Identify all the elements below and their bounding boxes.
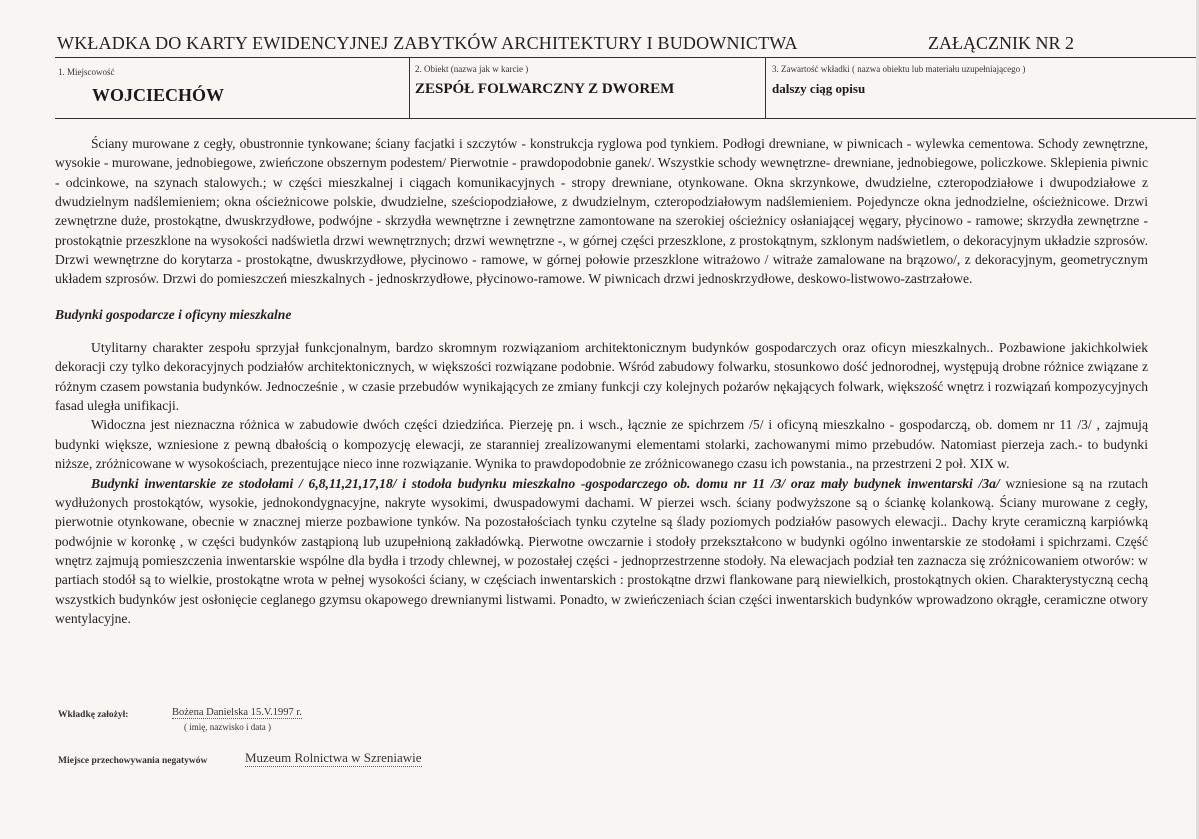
document-body: [55, 134, 1148, 628]
content-value: dalszy ciąg opisu: [772, 81, 866, 96]
header-rule-bottom: [55, 118, 1196, 119]
section-heading: Budynki gospodarcze i oficyny mieszkalne: [55, 306, 292, 322]
storage-label: Miejsce przechowywania negatywów: [58, 756, 208, 766]
author-value: Bożena Danielska 15.V.1997 r.: [172, 707, 302, 718]
storage-value: Muzeum Rolnictwa w Szreniawie: [245, 750, 422, 765]
content-label: 3. Zawartość wkładki ( nazwa obiektu lub materiału uzupełniającego ): [772, 64, 1026, 74]
form-title: WKŁADKA DO KARTY EWIDENCYJNEJ ZABYTKÓW ARCHITEKTURY I BUDOWNICTWA: [57, 33, 798, 53]
header-rule-top: [55, 57, 1196, 58]
paragraph-livestock: [55, 474, 1148, 629]
object-label: 2. Obiekt (nazwa jak w karcie ): [415, 64, 529, 74]
annex-number: ZAŁĄCZNIK NR 2: [928, 33, 1074, 53]
paragraph-utility: Utylitarny charakter zespołu sprzyjał funkcjonalnym, bardzo skromnym rozwiązaniom architektonicznym budynków gospodarczych oraz oficyn mieszkalnych.. Pozbawione jakichkolwiek dekoracji czy tylko dekoracyjnych podziałów architektonicznych, w większości rozwiązane podobnie. Wśród zabudowy folwarku, stosunkowo dość jednorodnej, występują drobne różnice związane z różnym czasem powstania budynków. Jednocześnie , w czasie przebudów wynikających ze zmiany funkcji czy kolejnych pożarów nękających folwark, większość wnętrz i rozwiązań kompozycyjnych fasad uległa unifikacji.: [55, 340, 1148, 414]
livestock-text: wzniesione są na rzutach wydłużonych prostokątów, wysokie, jednokondygnacyjne, nakryte wysokimi, dwuspadowymi dachami. W pierzei wsch. ściany podwyższone są o ściankę kolankową. Ściany murowane z cegły, pierwotnie otynkowane, obecnie w znacznej mierze pozbawione tynków. Na pozostałościach tynku czytelne są ślady poziomych podziałów pasowych elewacji.. Dachy kryte ceramiczną karpiówką podwójnie w koronkę , w części budynków zastąpioną lub uzupełnioną zakładówką. Pierwotne owczarnie i stodoły przekształcono w budynki ogólno inwentarskie ze stodołami i spichrzami. Część wnętrz zajmują pomieszczenia inwentarskie wspólne dla bydła i trzody chlewnej, w pozostałej części - jednoprzestrzenne stodoły. Na elewacjach podział ten zaznacza się zróżnicowaniem otworów: w partiach stodół są to wielkie, prostokątne wrota w pełnej wysokości ściany, w częściach inwentarskich : prostokątne drzwi flankowane parą niewielkich, prostokątnych okien. Charakterystyczną cechą wszystkich budynków jest osłonięcie ceglanego gzymsu okapowego drewnianymi listwami. Ponadto, w zwieńczeniach ścian części inwentarskich budynków wprowadzono okrągłe, ceramiczne otwory wentylacyjne.: [55, 475, 1148, 626]
object-value: ZESPÓŁ FOLWARCZNY Z DWOREM: [415, 81, 675, 97]
author-note: ( imię, nazwisko i data ): [184, 722, 271, 732]
field-divider-1: [409, 58, 410, 118]
field-divider-2: [765, 58, 766, 118]
paragraph-difference: Widoczna jest nieznaczna różnica w zabudowie dwóch części dziedzińca. Pierzeję pn. i wsch., łącznie ze spichrzem /5/ i oficyną mieszkalno - gospodarczą, ob. domem nr 11 /3/ , zajmują budynki większe, wzniesione z pewną dbałością o kompozycję elewacji, ze staranniej zrealizowanymi elementami stolarki, zachowanymi mimo przebudów. Natomiast pierzeja zach.- to budynki niższe, zróżnicowane w wysokościach, prezentujące nieco inne rozwiązanie. Wynika to prawdopodobnie ze zróżnicowanego czasu ich powstania., na przestrzeni 2 poł. XIX w.: [55, 417, 1148, 472]
livestock-heading: Budynki inwentarskie ze stodołami / 6,8,11,21,17,18/ i stodoła budynku mieszkalno -gospodarczego ob. domu nr 11 /3/ oraz mały budynek inwentarski /3a/: [91, 475, 1000, 491]
author-label: Wkładkę założył:: [58, 710, 129, 720]
paragraph-walls: Ściany murowane z cegły, obustronnie tynkowane; ściany facjatki i szczytów - konstrukcja ryglowa pod tynkiem. Podłogi drewniane, w piwnicach - wylewka cementowa. Schody zewnętrzne, wysokie - murowane, jednobiegowe, zwieńczone obszernym podestem/ Pierwotnie - prawdopodobnie ganek/. Wszystkie schody wewnętrzne- drewniane, jednobiegowe, policzkowe. Sklepienia piwnic - odcinkowe, na szynach stalowych.; w części mieszkalnej i ciągach komunikacyjnych - stropy drewniane, otynkowane. Okna skrzynkowe, dwudzielne, czteropodziałowe i dwupodziałowe z dwudzielnym nadślemieniem; okna ościeżnicowe polskie, dwudzielne, sześciopodziałowe, z dwudzielnym, czteropodziałowym nadślemieniem. Pojedyncze okna jednodzielne, ościeżnicowe. Drzwi zewnętrzne duże, prostokątne, dwuskrzydłowe, podwójne - skrzydła wewnętrzne i zewnętrzne zamontowane na szerokiej ościeżnicy osłaniającej węgary, płycinowo - ramowe; skrzydła zewnętrzne - prostokątnie przeszklone na wysokości nadświetla drzwi wewnętrznych; drzwi wewnętrzne -, w górnej części przeszklone, z prostokątnym, szklonym nadświetlem, o dekoracyjnym układzie szprosów. Drzwi wewnętrzne do korytarza - prostokątne, dwuskrzydłowe, płycinowo - ramowe, w górnej połowie przeszklone witrażowo / witraże zamalowane na brązowo/, z dekoracyjnym, geometrycznym układem szprosów. Drzwi do pomieszczeń mieszkalnych - jednoskrzydłowe, płycinowo-ramowe. W piwnicach drzwi jednoskrzydłowe, deskowo-listwowo-zastrzałowe.: [55, 136, 1148, 287]
location-value: WOJCIECHÓW: [92, 85, 225, 105]
location-label: 1. Miejscowość: [58, 67, 115, 77]
